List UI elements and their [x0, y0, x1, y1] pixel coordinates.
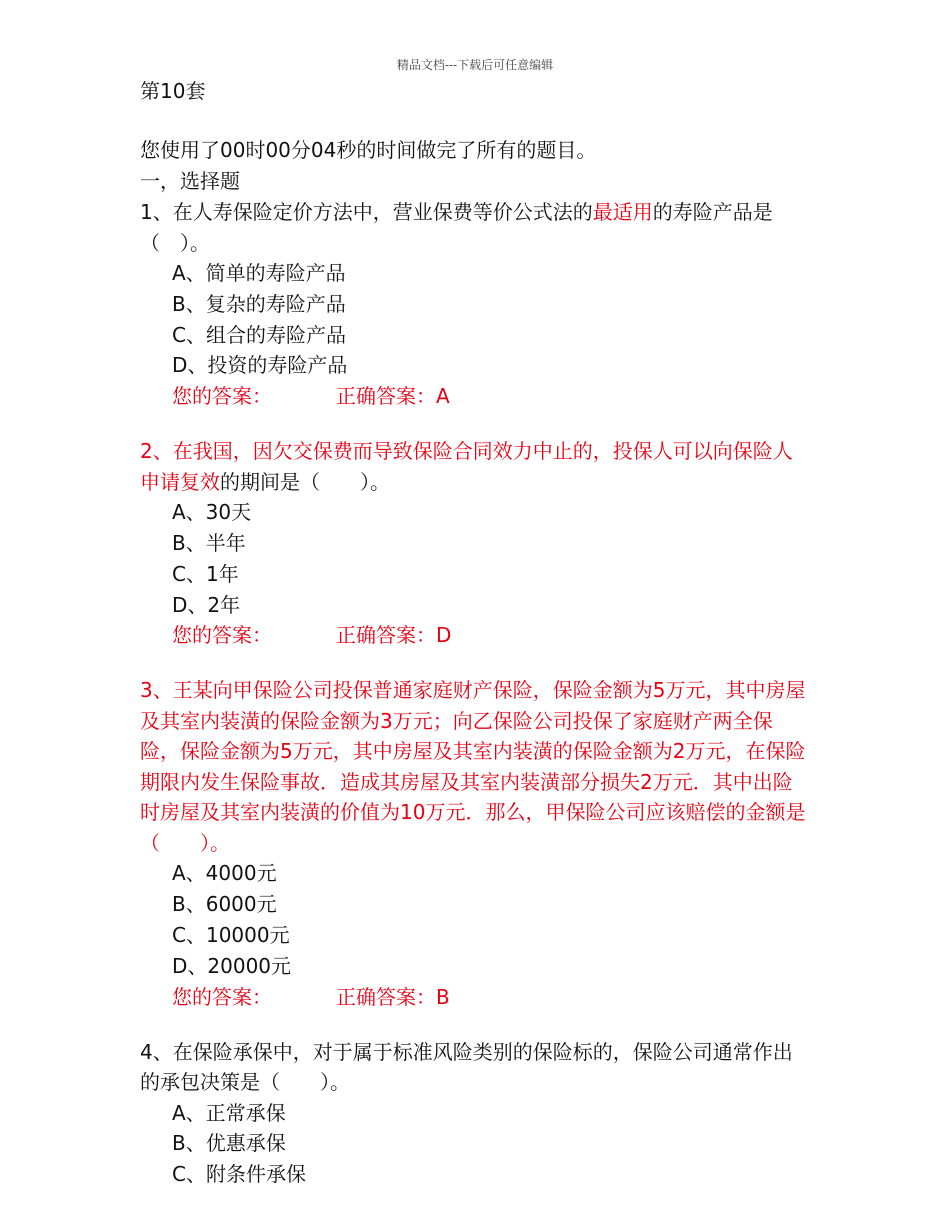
option-b[interactable]: B、半年	[172, 530, 246, 555]
option-b[interactable]: B、复杂的寿险产品	[172, 291, 346, 316]
highlighted-text: 王某向甲保险公司投保普通家庭财产保险，保险金额为5万元，其中房屋及其室内装潢的保险金额为3万元；向乙保险公司投保了家庭财产两全保险，保险金额为5万元，其中房屋及其室内装潢的保险金额为2万元，在保险期限内发生保险事故．造成其房屋及其室内装潢部分损失2万元．其中出险时房屋及其室内装潢的价值为10万元．那么，甲保险公司应该赔偿的金额是（ ）。	[140, 678, 806, 855]
question-stem: 4、在保险承保中，对于属于标准风险类别的保险标的，保险公司通常作出的承包决策是（ ）。	[140, 1039, 793, 1095]
section-title: 一，选择题	[140, 169, 240, 193]
question-2	[140, 436, 820, 651]
option-a[interactable]: A、4000元	[172, 861, 277, 886]
option-c[interactable]: C、附条件承保	[172, 1162, 306, 1187]
question-1	[140, 197, 820, 412]
your-answer-label: 您的答案：	[172, 984, 272, 1009]
option-d[interactable]: D、2年	[172, 592, 241, 617]
answer-row	[140, 620, 820, 651]
option-a[interactable]: A、简单的寿险产品	[172, 261, 346, 285]
option-c[interactable]: C、1年	[172, 561, 239, 586]
elapsed-time-text: 您使用了00时00分04秒的时间做完了所有的题目。	[140, 138, 597, 162]
your-answer-label: 您的答案：	[172, 623, 272, 648]
option-c[interactable]: C、10000元	[172, 922, 290, 947]
option-b[interactable]: B、6000元	[172, 892, 277, 917]
option-d[interactable]: D、投资的寿险产品	[172, 353, 348, 378]
option-a[interactable]: A、正常承保	[172, 1100, 286, 1125]
question-3	[140, 675, 820, 1012]
set-title: 第10套	[140, 79, 206, 103]
question-stem: 2、在我国，因欠交保费而导致保险合同效力中止的，投保人可以向保险人申请复效的期间是（ ）。	[140, 439, 793, 494]
correct-answer: 正确答案：B	[336, 984, 450, 1009]
option-b[interactable]: B、优惠承保	[172, 1131, 286, 1156]
option-c[interactable]: C、组合的寿险产品	[172, 322, 346, 347]
question-stem: 3、王某向甲保险公司投保普通家庭财产保险，保险金额为5万元，其中房屋及其室内装潢的保险金额为3万元；向乙保险公司投保了家庭财产两全保险，保险金额为5万元，其中房屋及其室内装潢的保险金额为2万元，在保险期限内发生保险事故．造成其房屋及其室内装潢部分损失2万元．其中出险时房屋及其室内装潢的价值为10万元．那么，甲保险公司应该赔偿的金额是（ ）。	[140, 678, 806, 855]
highlighted-text: 最适用	[592, 200, 653, 224]
highlighted-text: 在我国，因欠交保费而导致保险合同效力中止的，投保人可以向保险人申请复效	[140, 439, 793, 494]
page-header: 精品文档---下载后可任意编辑	[396, 58, 554, 72]
option-d[interactable]: D、20000元	[172, 953, 292, 978]
question-4	[140, 1037, 820, 1190]
document-body	[140, 76, 820, 1190]
correct-answer: 正确答案：D	[336, 623, 452, 648]
option-a[interactable]: A、30天	[172, 500, 252, 525]
correct-answer: 正确答案：A	[336, 384, 450, 409]
question-stem: 1、在人寿保险定价方法中，营业保费等价公式法的最适用的寿险产品是（ ）。	[140, 200, 773, 255]
answer-row	[140, 381, 820, 412]
your-answer-label: 您的答案：	[172, 384, 272, 409]
answer-row	[140, 982, 820, 1013]
